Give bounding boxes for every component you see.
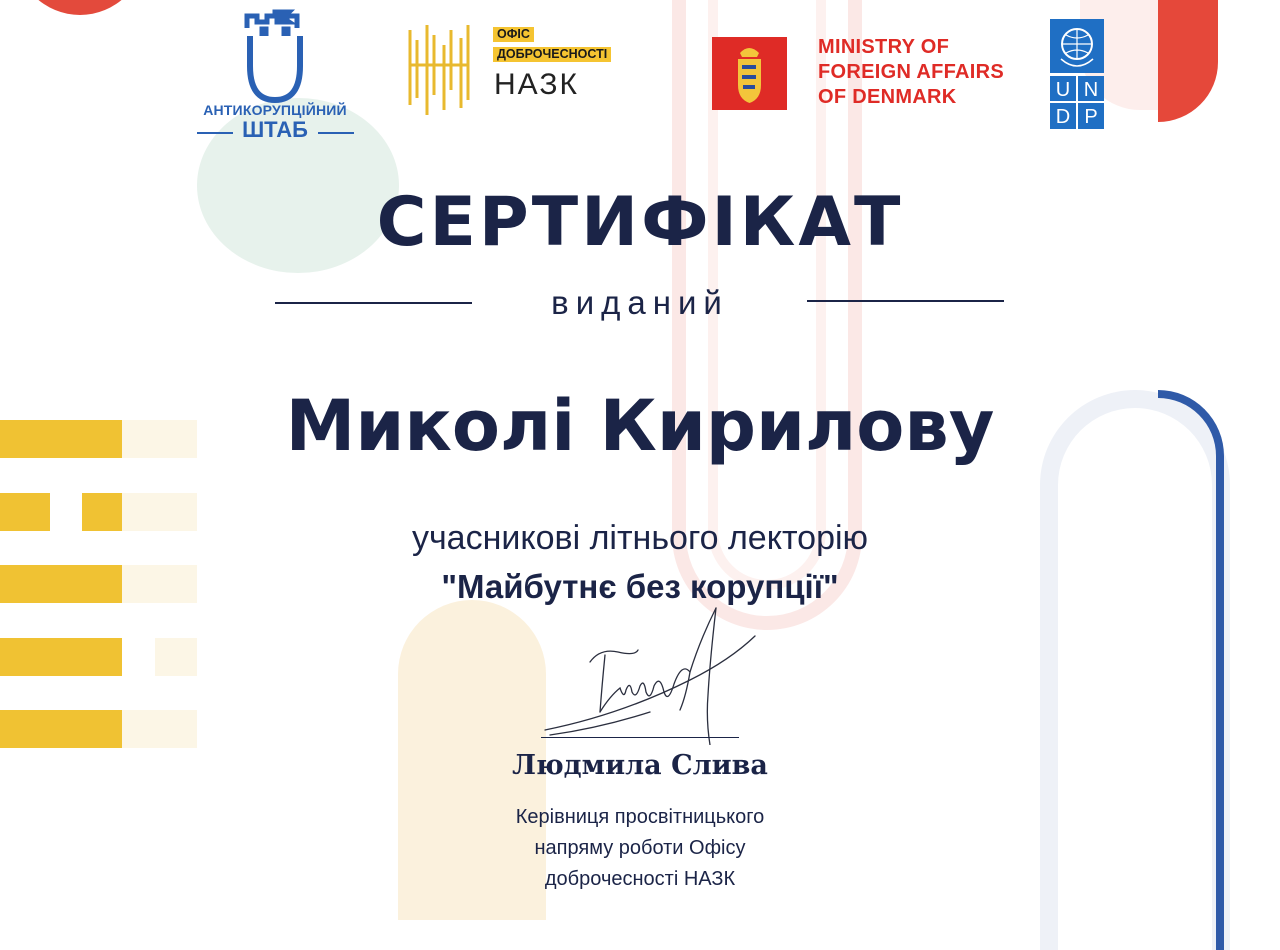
logo-text-line2: ШТАБ (242, 117, 308, 142)
decor-red-block (1158, 0, 1218, 122)
nazk-badge-line1: ОФІС (493, 27, 534, 42)
svg-text:N: N (1083, 79, 1099, 101)
svg-text:P: P (1084, 106, 1098, 128)
logo-rule (197, 132, 233, 134)
nazk-badge-line2: ДОБРОЧЕСНОСТІ (493, 47, 611, 62)
logo-text-line1: АНТИКОРУПЦІЙНИЙ (203, 102, 347, 118)
logo-rule (318, 132, 354, 134)
recipient-name: Миколі Кирилову (285, 385, 995, 467)
signatory-name: Людмила Слива (512, 750, 768, 781)
denmark-ministry-name: MINISTRY OF FOREIGN AFFAIRS OF DENMARK (818, 36, 1004, 108)
issued-to-label: виданий (551, 284, 729, 321)
event-name: "Майбутнє без корупції" (441, 568, 839, 605)
svg-text:D: D (1055, 106, 1071, 128)
undp-logo (1050, 19, 1104, 129)
nazk-logo-mark (405, 20, 475, 120)
signatory-role: Керівниця просвітницького напряму роботи Офісу доброчесності НАЗК (515, 806, 765, 890)
signature-line (541, 737, 739, 738)
nazk-name: НАЗК (494, 68, 579, 101)
certificate-description: учасникові літнього лекторію (411, 519, 869, 557)
signature-image (540, 600, 770, 745)
decor-red-semicircle (15, 0, 145, 15)
svg-text:U: U (1055, 79, 1071, 101)
certificate-title: СЕРТИФІКАТ (376, 183, 904, 262)
denmark-crest-icon (712, 37, 787, 110)
